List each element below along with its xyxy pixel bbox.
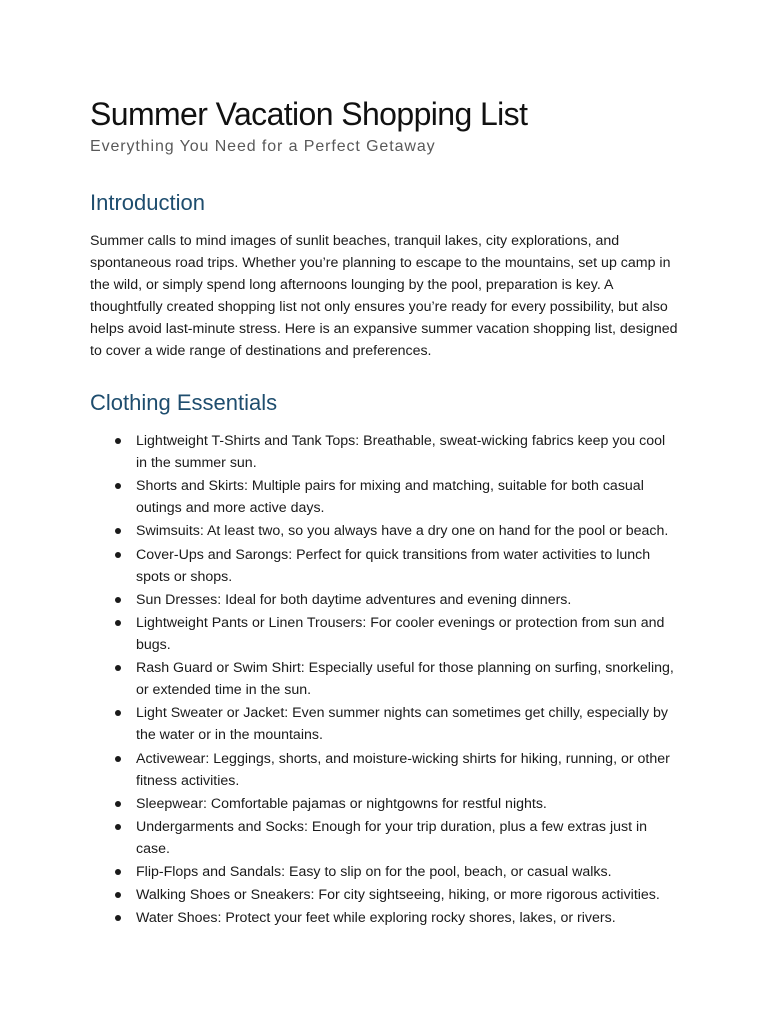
list-item: Lightweight T-Shirts and Tank Tops: Breathable, sweat-wicking fabrics keep you cool in the summer sun. [136, 430, 678, 474]
list-item: Undergarments and Socks: Enough for your trip duration, plus a few extras just in case. [136, 816, 678, 860]
list-item: Walking Shoes or Sneakers: For city sightseeing, hiking, or more rigorous activities. [136, 884, 678, 906]
list-item: Swimsuits: At least two, so you always have a dry one on hand for the pool or beach. [136, 520, 678, 542]
list-item: Water Shoes: Protect your feet while exploring rocky shores, lakes, or rivers. [136, 907, 678, 929]
list-item: Lightweight Pants or Linen Trousers: For cooler evenings or protection from sun and bugs. [136, 612, 678, 656]
list-item: Light Sweater or Jacket: Even summer nights can sometimes get chilly, especially by the water or in the mountains. [136, 702, 678, 746]
list-item: Sleepwear: Comfortable pajamas or nightgowns for restful nights. [136, 793, 678, 815]
list-item: Cover-Ups and Sarongs: Perfect for quick transitions from water activities to lunch spots or shops. [136, 544, 678, 588]
clothing-essentials-heading: Clothing Essentials [90, 390, 278, 415]
clothing-essentials-list [90, 430, 678, 929]
list-item: Sun Dresses: Ideal for both daytime adventures and evening dinners. [136, 589, 678, 611]
document-subtitle: Everything You Need for a Perfect Getaway [90, 138, 436, 155]
list-item: Rash Guard or Swim Shirt: Especially useful for those planning on surfing, snorkeling, or extended time in the sun. [136, 657, 678, 701]
list-item: Flip-Flops and Sandals: Easy to slip on for the pool, beach, or casual walks. [136, 861, 678, 883]
list-item: Shorts and Skirts: Multiple pairs for mixing and matching, suitable for both casual outings and more active days. [136, 475, 678, 519]
list-item: Activewear: Leggings, shorts, and moisture-wicking shirts for hiking, running, or other fitness activities. [136, 748, 678, 792]
document-title: Summer Vacation Shopping List [90, 96, 528, 132]
introduction-paragraph: Summer calls to mind images of sunlit beaches, tranquil lakes, city explorations, and spontaneous road trips. Whether you’re planning to escape to the mountains, set up camp in the wild, or simply spend long afternoons lounging by the pool, preparation is key. A thoughtfully created shopping list not only ensures you’re ready for every possibility, but also helps avoid last-minute stress. Here is an expansive summer vacation shopping list, designed to cover a wide range of destinations and preferences. [90, 233, 678, 359]
introduction-heading: Introduction [90, 190, 205, 215]
